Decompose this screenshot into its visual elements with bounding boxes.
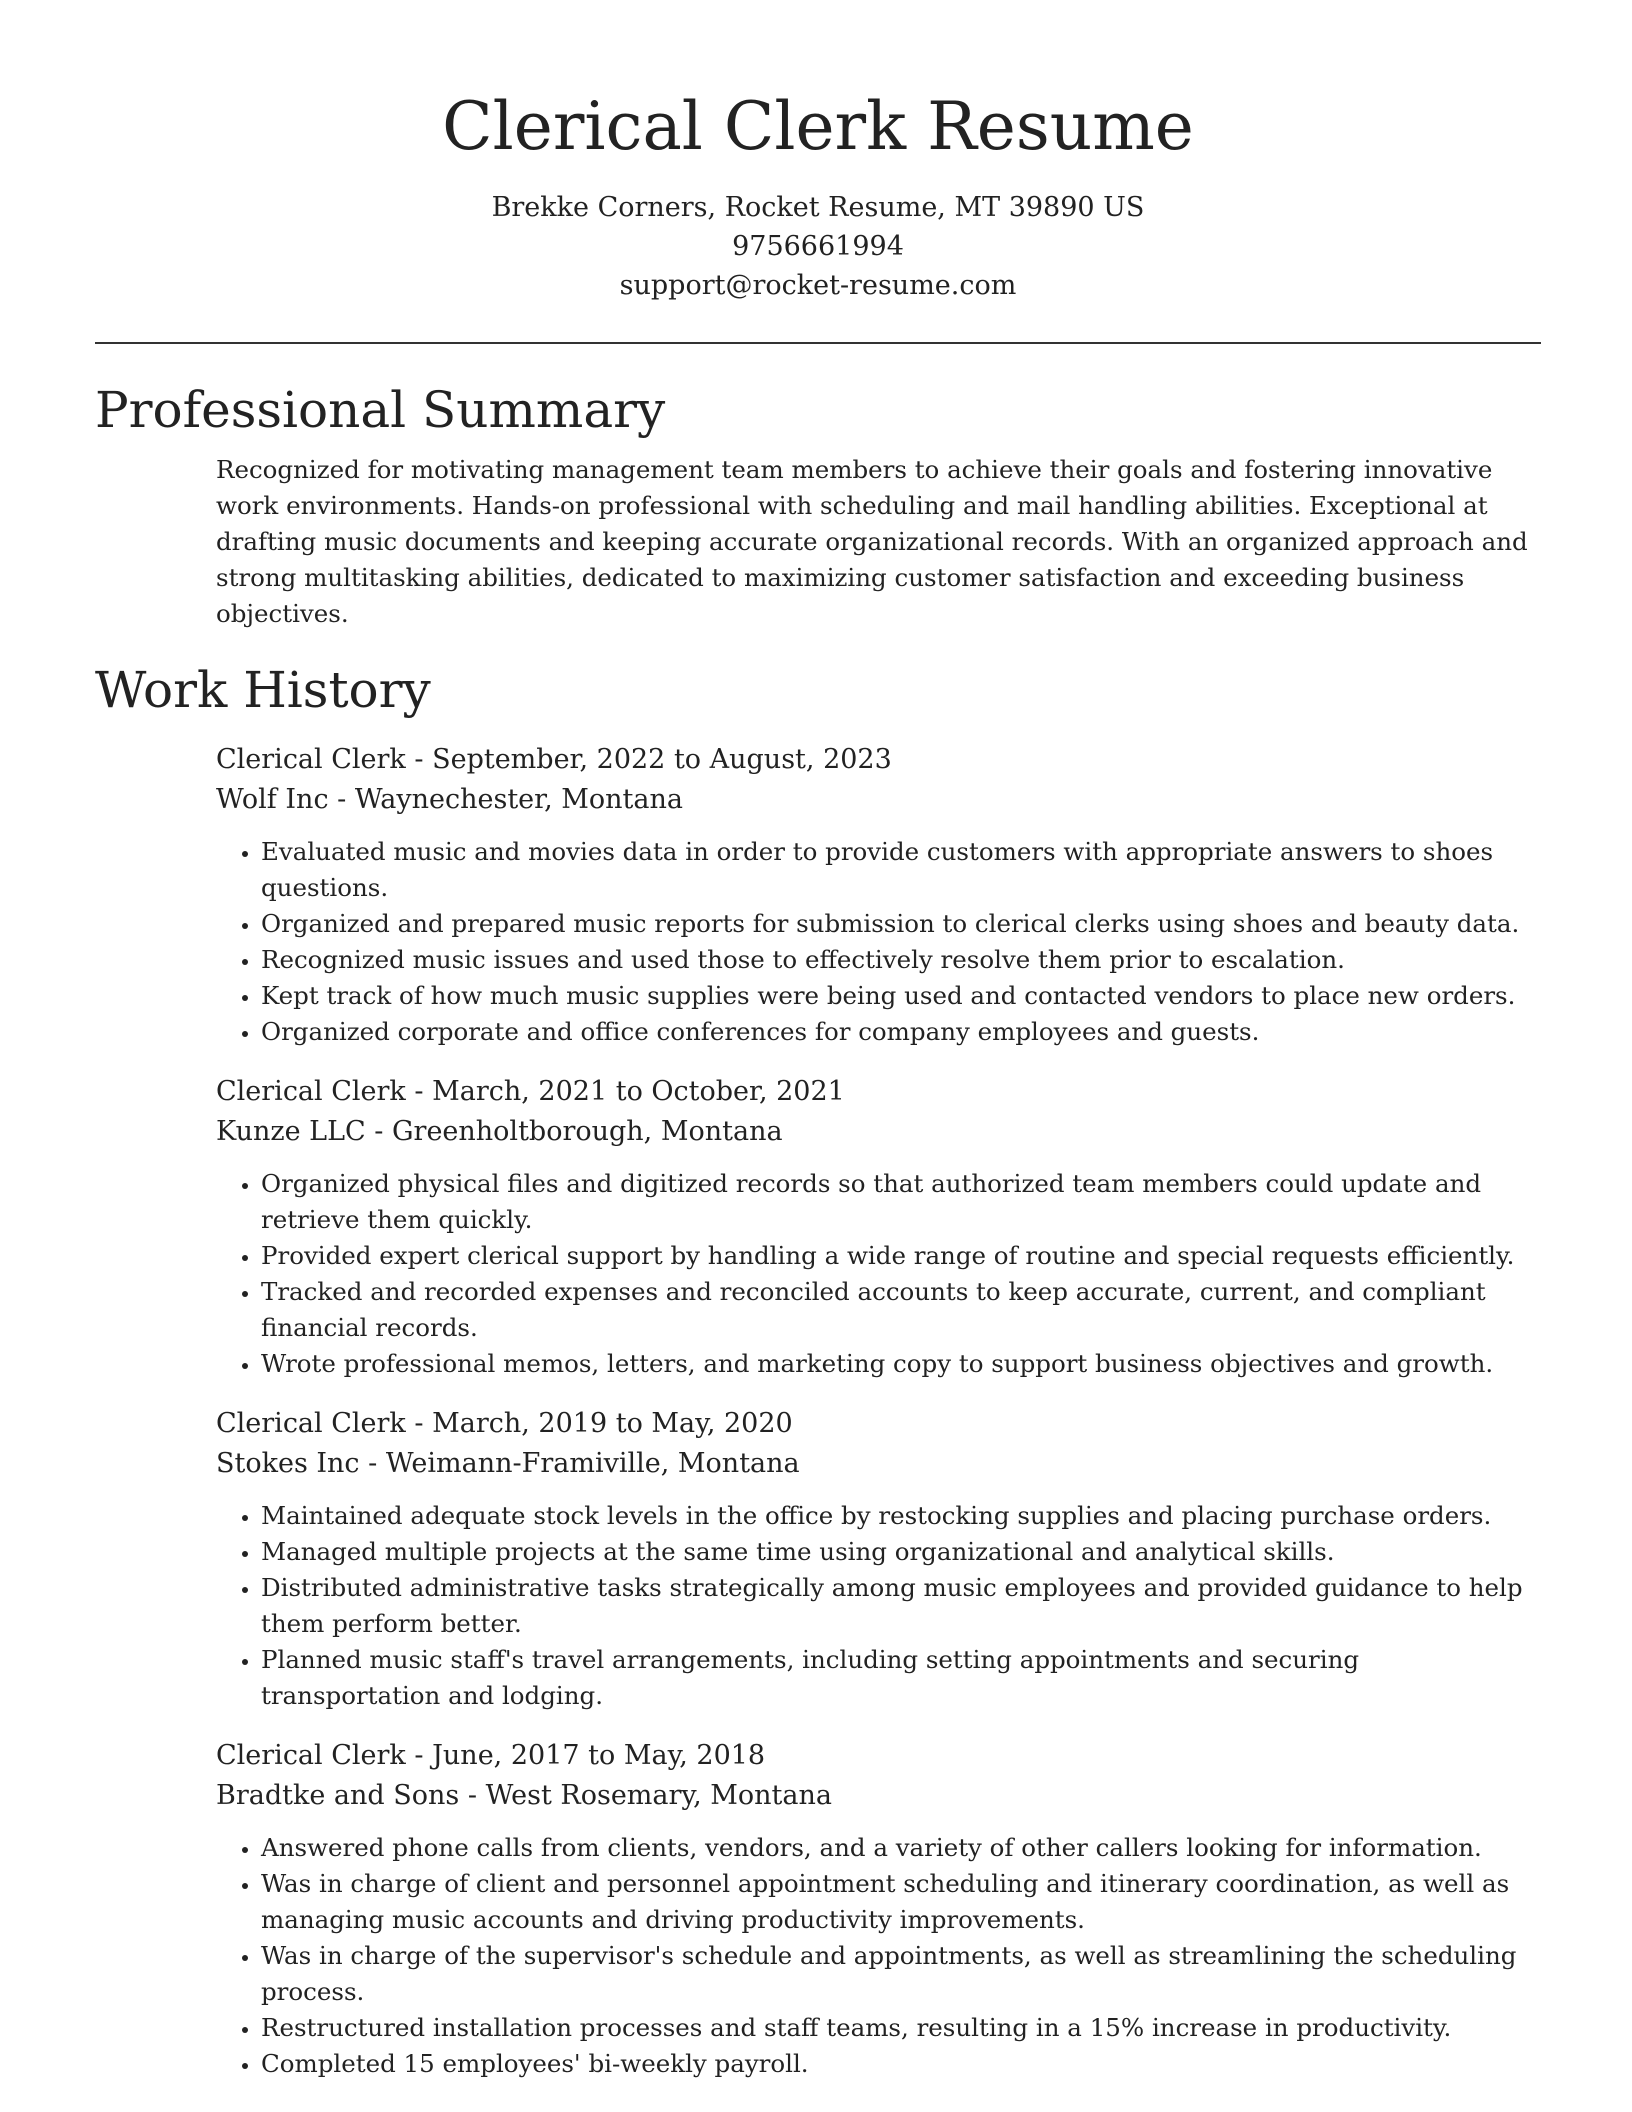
job-company-line: Stokes Inc - Weimann-Framiville, Montana: [216, 1448, 800, 1479]
job-role: Clerical Clerk: [216, 1076, 406, 1107]
job-company-line: Wolf Inc - Waynechester, Montana: [216, 784, 683, 815]
resume-page: [95, 0, 1541, 2082]
job-bullet: • Wrote professional memos, letters, and marketing copy to support business objectives and growth.: [261, 1346, 1541, 1382]
contact-address: Brekke Corners, Rocket Resume, MT 39890 US: [491, 192, 1145, 223]
job-company: Stokes Inc: [216, 1448, 360, 1479]
job-entry: [216, 1736, 1541, 2082]
job-dates: June, 2017 to May, 2018: [432, 1740, 766, 1771]
job-company: Wolf Inc: [216, 784, 329, 815]
job-bullet: • Maintained adequate stock levels in the office by restocking supplies and placing purchase orders.: [261, 1498, 1541, 1534]
job-bullet: • Restructured installation processes and staff teams, resulting in a 15% increase in productivity.: [261, 2010, 1541, 2046]
job-dates: March, 2021 to October, 2021: [432, 1076, 845, 1107]
job-dates: March, 2019 to May, 2020: [432, 1408, 793, 1439]
job-role: Clerical Clerk: [216, 1408, 406, 1439]
job-location: Weimann-Framiville, Montana: [385, 1448, 800, 1479]
job-bullets: [216, 834, 1541, 1050]
job-bullet: • Was in charge of the supervisor's schedule and appointments, as well as streamlining the scheduling process.: [261, 1938, 1541, 2010]
job-bullet: • Was in charge of client and personnel appointment scheduling and itinerary coordination, as well as managing music accounts and driving productivity improvements.: [261, 1866, 1541, 1938]
job-title-line: Clerical Clerk - March, 2021 to October, 2021: [216, 1076, 845, 1107]
work-history-heading: Work History: [95, 661, 431, 719]
job-bullets: [216, 1498, 1541, 1714]
job-bullet: • Distributed administrative tasks strategically among music employees and provided guidance to help them perform better.: [261, 1570, 1541, 1642]
job-bullet: • Provided expert clerical support by handling a wide range of routine and special requests efficiently.: [261, 1238, 1541, 1274]
job-location: Greenholtborough, Montana: [391, 1116, 783, 1147]
job-bullet: • Organized and prepared music reports for submission to clerical clerks using shoes and beauty data.: [261, 906, 1541, 942]
job-dates: September, 2022 to August, 2023: [432, 744, 892, 775]
job-bullet: • Organized physical files and digitized records so that authorized team members could update and retrieve them quickly.: [261, 1166, 1541, 1238]
job-bullet: • Managed multiple projects at the same time using organizational and analytical skills.: [261, 1534, 1541, 1570]
job-bullets: [216, 1166, 1541, 1382]
job-title-line: Clerical Clerk - September, 2022 to August, 2023: [216, 744, 892, 775]
summary-heading: Professional Summary: [95, 381, 666, 439]
job-title-line: Clerical Clerk - March, 2019 to May, 2020: [216, 1408, 793, 1439]
job-location: Waynechester, Montana: [354, 784, 683, 815]
job-location: West Rosemary, Montana: [485, 1780, 832, 1811]
contact-email[interactable]: support@rocket-resume.com: [619, 270, 1017, 301]
header-divider: [95, 342, 1541, 344]
job-title-line: Clerical Clerk - June, 2017 to May, 2018: [216, 1740, 766, 1771]
job-bullet: • Answered phone calls from clients, vendors, and a variety of other callers looking for information.: [261, 1830, 1541, 1866]
job-role: Clerical Clerk: [216, 744, 406, 775]
resume-title: Clerical Clerk Resume: [442, 88, 1194, 165]
job-bullet: • Kept track of how much music supplies were being used and contacted vendors to place new orders.: [261, 978, 1541, 1014]
job-bullet: • Tracked and recorded expenses and reconciled accounts to keep accurate, current, and compliant financial records.: [261, 1274, 1541, 1346]
contact-block: [95, 188, 1541, 305]
job-company-line: Bradtke and Sons - West Rosemary, Montana: [216, 1780, 832, 1811]
job-bullet: • Completed 15 employees' bi-weekly payroll.: [261, 2046, 1541, 2082]
job-role: Clerical Clerk: [216, 1740, 406, 1771]
job-bullet: • Recognized music issues and used those to effectively resolve them prior to escalation.: [261, 942, 1541, 978]
job-entry: [216, 740, 1541, 1050]
job-company: Kunze LLC: [216, 1116, 366, 1147]
job-bullet: • Organized corporate and office conferences for company employees and guests.: [261, 1014, 1541, 1050]
job-entry: [216, 1072, 1541, 1382]
job-company: Bradtke and Sons: [216, 1780, 460, 1811]
job-bullet: • Planned music staff's travel arrangements, including setting appointments and securing transportation and lodging.: [261, 1642, 1541, 1714]
job-bullet: • Evaluated music and movies data in order to provide customers with appropriate answers to shoes questions.: [261, 834, 1541, 906]
contact-phone: 9756661994: [732, 231, 904, 262]
summary-text: Recognized for motivating management team members to achieve their goals and fostering innovative work environments. Hands-on professional with scheduling and mail handling abilities. Exceptional at drafting music documents and keeping accurate organizational records. With an organized approach and strong multitasking abilities, dedicated to maximizing customer satisfaction and exceeding business objectives.: [216, 455, 1528, 628]
work-history-list: [216, 740, 1541, 2082]
job-bullets: [216, 1830, 1541, 2082]
job-company-line: Kunze LLC - Greenholtborough, Montana: [216, 1116, 783, 1147]
job-entry: [216, 1404, 1541, 1714]
